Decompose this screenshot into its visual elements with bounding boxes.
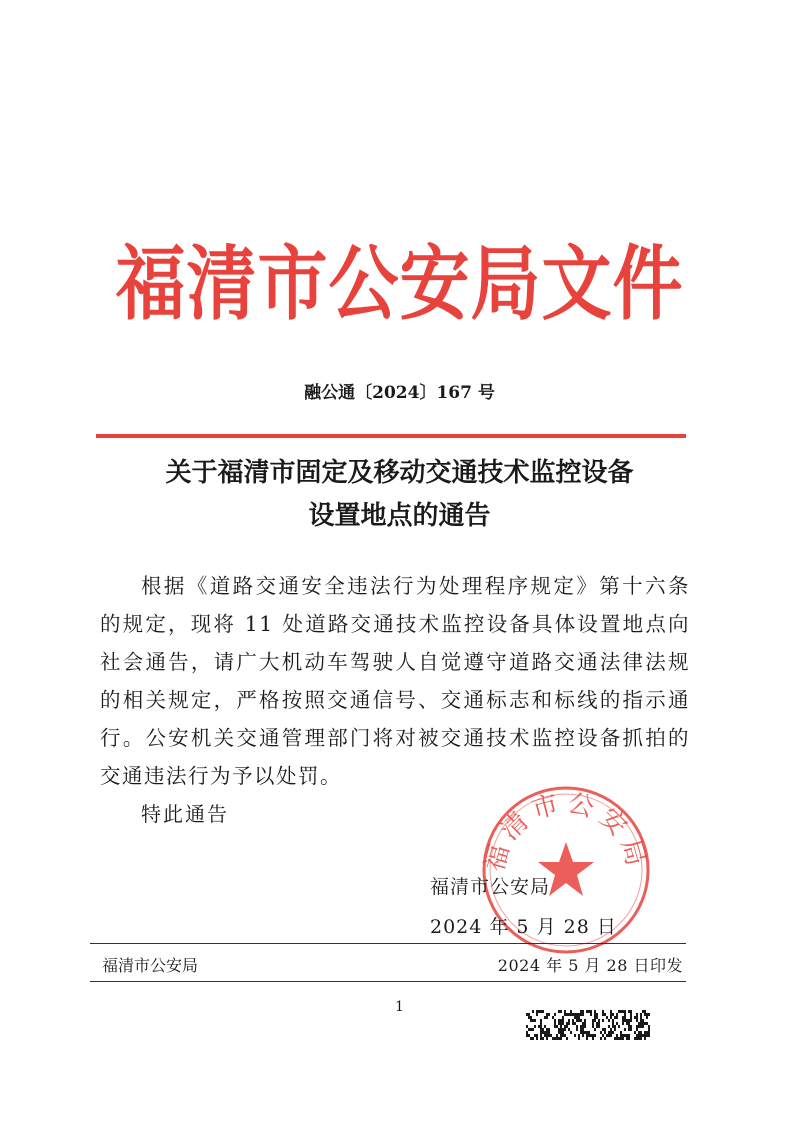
body-paragraph: 根据《道路交通安全违法行为处理程序规定》第十六条的规定，现将 11 处道路交通技术监控设备具体设置地点向社会通告，请广大机动车驾驶人自觉遵守道路交通法律法规的相关规定，严格按照交通信号、交通标志和标线的指示通行。公安机关交通管理部门将对被交通技术监控设备抓拍的交通违法行为予以处罚。 — [100, 574, 690, 788]
footer-top-rule — [90, 943, 686, 944]
page-number: 1 — [395, 999, 404, 1015]
barcode-icon — [526, 1010, 650, 1040]
footer-bottom-rule — [90, 981, 686, 982]
footer-print-date: 2024 年 5 月 28 日印发 — [497, 956, 683, 975]
notice-title-line-1: 关于福清市固定及移动交通技术监控设备 — [165, 458, 634, 488]
signature-organization: 福清市公安局 — [430, 876, 551, 898]
masthead-title: 福清市公安局文件 — [115, 235, 684, 332]
notice-title-line-2: 设置地点的通告 — [308, 501, 491, 531]
footer-issuing-org: 福清市公安局 — [102, 956, 199, 975]
red-divider-line — [96, 434, 686, 438]
notice-body — [100, 567, 690, 795]
closing-phrase: 特此通告 — [141, 802, 229, 826]
svg-text:福清市公安局: 福清市公安局 — [479, 788, 653, 875]
signature-date: 2024 年 5 月 28 日 — [430, 916, 617, 938]
document-number: 融公通〔2024〕167 号 — [304, 383, 495, 403]
notice-title — [0, 452, 799, 538]
